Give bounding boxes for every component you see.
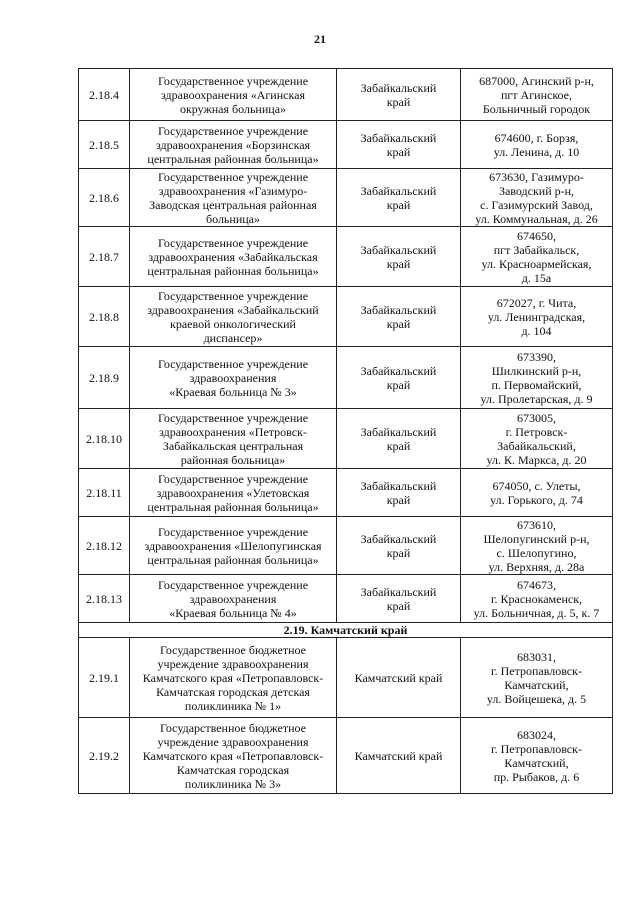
region-line: Забайкальский bbox=[360, 424, 437, 439]
institution-name-line: Государственное учреждение bbox=[157, 169, 309, 184]
institution-name-line: Государственное учреждение bbox=[157, 288, 309, 303]
address-line: 674673, bbox=[517, 577, 556, 592]
table-row bbox=[79, 287, 613, 347]
institutions-table bbox=[78, 68, 613, 794]
address-line: 674600, г. Борзя, bbox=[494, 130, 579, 145]
institution-name-line: здравоохранения «Улетовская bbox=[156, 485, 310, 500]
address-line: ул. Войцешека, д. 5 bbox=[486, 691, 587, 706]
address-line: г. Петровск- bbox=[505, 424, 568, 439]
table-row bbox=[79, 169, 613, 227]
address-line: Больничный городок bbox=[482, 101, 591, 116]
region-cell bbox=[337, 347, 461, 409]
row-number: 2.18.9 bbox=[79, 347, 130, 409]
address-line: ул. Больничная, д. 5, к. 7 bbox=[473, 605, 600, 620]
address-line: Камчатский, bbox=[504, 677, 569, 692]
table-row bbox=[79, 638, 613, 718]
institution-name-line: Государственное учреждение bbox=[157, 577, 309, 592]
address-line: 683024, bbox=[517, 727, 556, 742]
section-header-row bbox=[79, 623, 613, 638]
region-cell bbox=[337, 69, 461, 121]
region-line: Забайкальский bbox=[360, 130, 437, 145]
address-line: пгт Забайкальск, bbox=[493, 242, 580, 257]
address-cell bbox=[461, 517, 613, 575]
table-row bbox=[79, 575, 613, 623]
institution-name-line: Государственное бюджетное bbox=[160, 720, 306, 735]
address-line: 673005, bbox=[517, 410, 556, 425]
table-row bbox=[79, 347, 613, 409]
institution-name-line: поликлиника № 1» bbox=[184, 698, 282, 713]
region-cell bbox=[337, 575, 461, 623]
address-line: ул. К. Маркса, д. 20 bbox=[486, 452, 587, 467]
region-line: Забайкальский bbox=[360, 584, 437, 599]
address-line: с. Шелопугино, bbox=[496, 545, 577, 560]
institution-name-line: учреждение здравоохранения bbox=[157, 734, 309, 749]
region-line: край bbox=[386, 492, 411, 507]
address-line: 672027, г. Чита, bbox=[496, 295, 577, 310]
address-line: Шелопугинский р-н, bbox=[483, 531, 590, 546]
address-line: с. Газимурский Завод, bbox=[480, 197, 593, 212]
institution-name-line: Государственное учреждение bbox=[157, 123, 309, 138]
address-line: ул. Верхняя, д. 28а bbox=[488, 559, 585, 574]
table-row bbox=[79, 718, 613, 794]
region-cell bbox=[337, 169, 461, 227]
address-line: Заводский р-н, bbox=[498, 183, 575, 198]
region-line: край bbox=[386, 256, 411, 271]
region-cell bbox=[337, 517, 461, 575]
institution-name-line: Камчатского края «Петропавловск- bbox=[142, 748, 324, 763]
row-number: 2.18.5 bbox=[79, 121, 130, 169]
institution-name-line: здравоохранения «Петровск- bbox=[159, 424, 307, 439]
institution-name-line: центральная районная больница» bbox=[147, 499, 319, 514]
table-row bbox=[79, 517, 613, 575]
table-row bbox=[79, 69, 613, 121]
address-cell bbox=[461, 469, 613, 517]
institution-name-cell bbox=[130, 517, 337, 575]
address-cell bbox=[461, 638, 613, 718]
row-number: 2.18.12 bbox=[79, 517, 130, 575]
address-line: 683031, bbox=[517, 649, 556, 664]
institution-name-line: центральная районная больница» bbox=[147, 552, 319, 567]
institution-name-line: здравоохранения «Борзинская bbox=[155, 137, 311, 152]
institution-name-cell bbox=[130, 409, 337, 469]
region-line: Забайкальский bbox=[360, 302, 437, 317]
region-line: край bbox=[386, 545, 411, 560]
section-title: 2.19. Камчатский край bbox=[79, 623, 613, 638]
institution-name-line: «Краевая больница № 3» bbox=[169, 384, 297, 399]
row-number: 2.18.8 bbox=[79, 287, 130, 347]
institution-name-cell bbox=[130, 227, 337, 287]
region-line: Забайкальский bbox=[360, 242, 437, 257]
region-cell bbox=[337, 718, 461, 794]
region-line: Камчатский край bbox=[354, 670, 443, 685]
institution-name-line: центральная районная больница» bbox=[147, 151, 319, 166]
row-number: 2.19.1 bbox=[79, 638, 130, 718]
address-line: пгт Агинское, bbox=[500, 87, 573, 102]
institution-name-line: здравоохранения «Забайкальская bbox=[148, 249, 318, 264]
region-cell bbox=[337, 409, 461, 469]
row-number: 2.18.13 bbox=[79, 575, 130, 623]
address-line: ул. Коммунальная, д. 26 bbox=[475, 211, 598, 226]
region-cell bbox=[337, 121, 461, 169]
institution-name-cell bbox=[130, 575, 337, 623]
institution-name-cell bbox=[130, 638, 337, 718]
institution-name-line: Государственное учреждение bbox=[157, 524, 309, 539]
region-cell bbox=[337, 638, 461, 718]
address-line: ул. Красноармейская, bbox=[481, 256, 592, 271]
institution-name-line: Забайкальская центральная bbox=[162, 438, 304, 453]
address-cell bbox=[461, 169, 613, 227]
region-line: край bbox=[386, 197, 411, 212]
institution-name-cell bbox=[130, 287, 337, 347]
address-cell bbox=[461, 718, 613, 794]
institution-name-cell bbox=[130, 718, 337, 794]
address-line: 673630, Газимуро- bbox=[489, 169, 584, 184]
region-line: край bbox=[386, 377, 411, 392]
region-cell bbox=[337, 469, 461, 517]
address-line: д. 104 bbox=[521, 323, 552, 338]
institution-name-line: здравоохранения bbox=[189, 370, 277, 385]
row-number: 2.18.11 bbox=[79, 469, 130, 517]
address-cell bbox=[461, 69, 613, 121]
table-row bbox=[79, 469, 613, 517]
page-number: 21 bbox=[314, 32, 326, 46]
region-line: Забайкальский bbox=[360, 183, 437, 198]
region-line: край bbox=[386, 316, 411, 331]
address-line: Шилкинский р-н, bbox=[491, 363, 582, 378]
region-line: Забайкальский bbox=[360, 363, 437, 378]
address-line: г. Петропавловск- bbox=[491, 663, 582, 678]
address-line: 673610, bbox=[517, 517, 556, 532]
row-number: 2.18.4 bbox=[79, 69, 130, 121]
address-line: ул. Пролетарская, д. 9 bbox=[480, 391, 593, 406]
address-line: ул. Горького, д. 74 bbox=[490, 492, 583, 507]
institution-name-line: поликлиника № 3» bbox=[184, 776, 282, 791]
address-line: 674650, bbox=[517, 228, 556, 243]
institution-name-line: центральная районная больница» bbox=[147, 263, 319, 278]
address-cell bbox=[461, 409, 613, 469]
region-cell bbox=[337, 287, 461, 347]
address-line: Камчатский, bbox=[504, 755, 569, 770]
institution-name-line: Государственное учреждение bbox=[157, 356, 309, 371]
institution-name-cell bbox=[130, 347, 337, 409]
institution-name-line: Камчатская городская bbox=[176, 762, 290, 777]
region-line: край bbox=[386, 94, 411, 109]
institution-name-line: здравоохранения «Газимуро- bbox=[158, 183, 308, 198]
address-cell bbox=[461, 121, 613, 169]
address-line: д. 15а bbox=[521, 270, 552, 285]
institution-name-line: Камчатская городская детская bbox=[156, 684, 310, 699]
region-line: Камчатский край bbox=[354, 748, 443, 763]
address-cell bbox=[461, 227, 613, 287]
institution-name-line: «Краевая больница № 4» bbox=[169, 605, 297, 620]
institution-name-cell bbox=[130, 69, 337, 121]
institution-name-line: здравоохранения «Забайкальский bbox=[147, 302, 319, 317]
institution-name-line: здравоохранения «Шелопугинская bbox=[144, 538, 322, 553]
table-row bbox=[79, 121, 613, 169]
institution-name-line: Государственное учреждение bbox=[157, 73, 309, 88]
address-line: п. Первомайский, bbox=[491, 377, 582, 392]
region-cell bbox=[337, 227, 461, 287]
institution-name-line: Государственное учреждение bbox=[157, 410, 309, 425]
address-cell bbox=[461, 575, 613, 623]
institution-name-line: Государственное учреждение bbox=[157, 471, 309, 486]
address-line: г. Краснокаменск, bbox=[490, 591, 583, 606]
region-line: край bbox=[386, 438, 411, 453]
institution-name-line: диспансер» bbox=[203, 330, 263, 345]
institution-name-line: районная больница» bbox=[180, 452, 286, 467]
address-line: ул. Ленина, д. 10 bbox=[493, 144, 580, 159]
region-line: край bbox=[386, 598, 411, 613]
row-number: 2.18.10 bbox=[79, 409, 130, 469]
institution-name-cell bbox=[130, 469, 337, 517]
row-number: 2.19.2 bbox=[79, 718, 130, 794]
institution-name-line: Заводская центральная районная bbox=[149, 197, 317, 212]
address-line: 673390, bbox=[517, 349, 556, 364]
institution-name-line: окружная больница» bbox=[179, 101, 287, 116]
institution-name-line: больница» bbox=[206, 211, 260, 226]
institution-name-line: здравоохранения «Агинская bbox=[161, 87, 305, 102]
institution-name-cell bbox=[130, 121, 337, 169]
institution-name-line: краевой онкологический bbox=[170, 316, 296, 331]
institution-name-line: Камчатского края «Петропавловск- bbox=[142, 670, 324, 685]
address-cell bbox=[461, 347, 613, 409]
row-number: 2.18.6 bbox=[79, 169, 130, 227]
table-row bbox=[79, 409, 613, 469]
institution-name-line: Государственное бюджетное bbox=[160, 642, 306, 657]
institution-name-line: учреждение здравоохранения bbox=[157, 656, 309, 671]
region-line: Забайкальский bbox=[360, 80, 437, 95]
address-line: ул. Ленинградская, bbox=[487, 309, 586, 324]
address-line: 687000, Агинский р-н, bbox=[479, 73, 594, 88]
address-cell bbox=[461, 287, 613, 347]
address-line: 674050, с. Улеты, bbox=[492, 478, 581, 493]
region-line: Забайкальский bbox=[360, 478, 437, 493]
table-row bbox=[79, 227, 613, 287]
row-number: 2.18.7 bbox=[79, 227, 130, 287]
institution-name-line: Государственное учреждение bbox=[157, 235, 309, 250]
address-line: пр. Рыбаков, д. 6 bbox=[493, 769, 580, 784]
address-line: г. Петропавловск- bbox=[491, 741, 582, 756]
address-line: Забайкальский, bbox=[497, 438, 576, 453]
region-line: Забайкальский bbox=[360, 531, 437, 546]
region-line: край bbox=[386, 144, 411, 159]
institution-name-line: здравоохранения bbox=[189, 591, 277, 606]
institution-name-cell bbox=[130, 169, 337, 227]
